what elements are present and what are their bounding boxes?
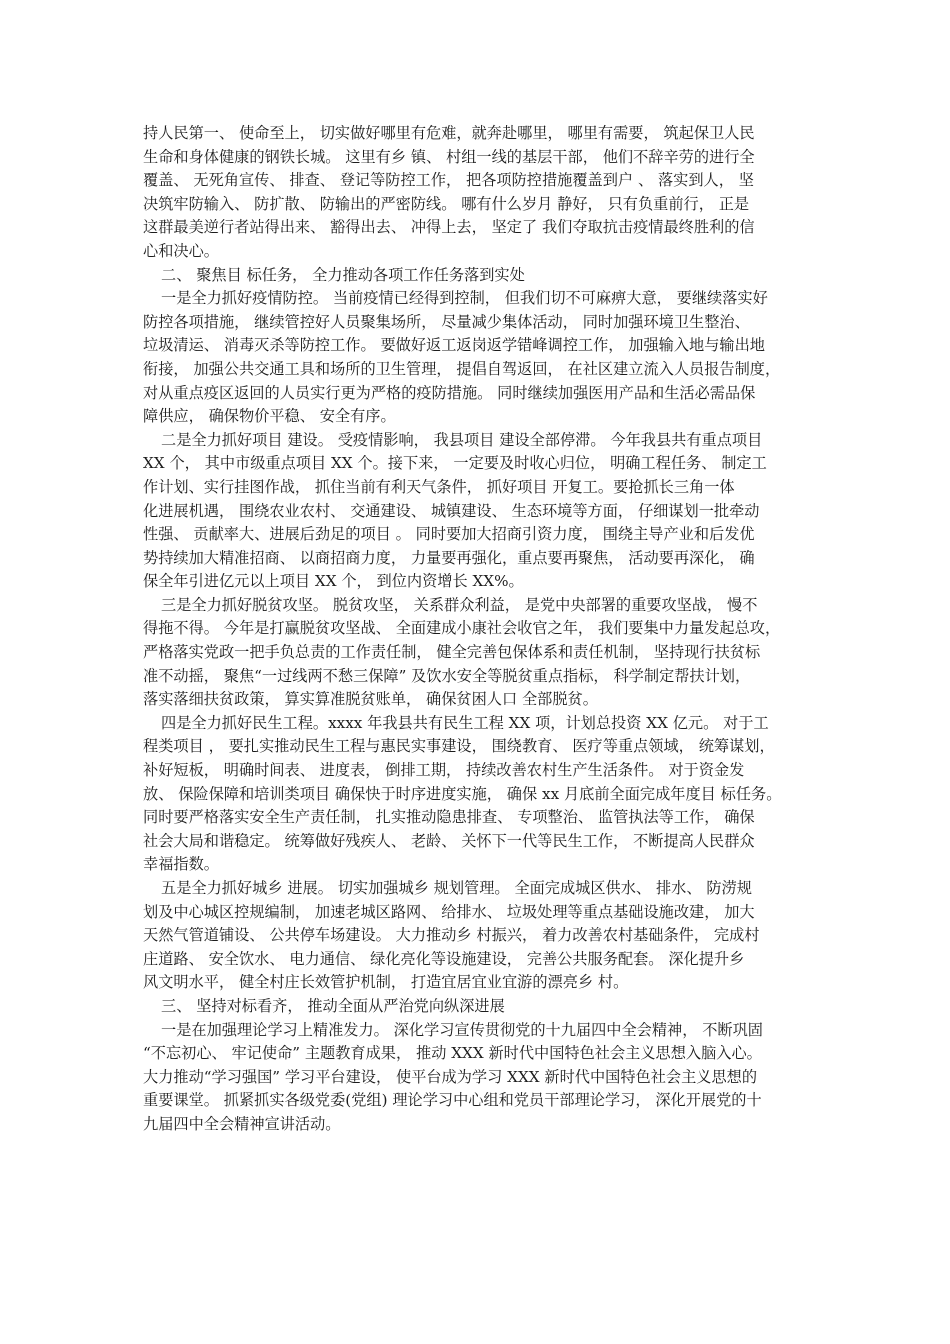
text-line: XX 个， 其中市级重点项目 XX 个。接下来， 一定要及时收心归位， 明确工程任务、 制定工 bbox=[143, 454, 767, 473]
text-line: 九届四中全会精神宣讲活动。 bbox=[143, 1114, 341, 1133]
text-line: 一是在加强理论学习上精准发力。 深化学习宣传贯彻党的十九届四中全会精神， 不断巩固 bbox=[161, 1020, 763, 1039]
text-line: 决筑牢防输入、 防扩散、 防输出的严密防线。 哪有什么岁月 静好， 只有负重前行， 正是 bbox=[143, 194, 750, 213]
text-line: 性强、 贡献率大、进展后劲足的项目 。 同时要加大招商引资力度， 围绕主导产业和后发优 bbox=[143, 525, 755, 544]
text-line: 障供应， 确保物价平稳、 安全有序。 bbox=[143, 407, 396, 426]
text-line: 垃圾清运、 消毒灭杀等防控工作。 要做好返工返岗返学错峰调控工作， 加强输入地与输出地 bbox=[143, 336, 765, 355]
text-line: 社会大局和谐稳定。 统筹做好残疾人、 老龄、 关怀下一代等民生工作， 不断提高人民群众 bbox=[143, 831, 755, 850]
text-line: 衔接， 加强公共交通工具和场所的卫生管理， 提倡自驾返回， 在社区建立流入人员报告制度， bbox=[143, 359, 781, 378]
text-line: 保全年引进亿元以上项目 XX 个， 到位内资增长 XX%。 bbox=[143, 572, 524, 591]
text-line: 三是全力抓好脱贫攻坚。 脱贫攻坚， 关系群众利益， 是党中央部署的重要攻坚战， 慢不 bbox=[161, 595, 758, 614]
text-line: 化进展机遇， 围绕农业农村、 交通建设、 城镇建设、 生态环境等方面， 仔细谋划一批牵动 bbox=[143, 501, 760, 520]
text-line: 四是全力抓好民生工程。xxxx 年我县共有民生工程 XX 项，计划总投资 XX 亿元。 对于工 bbox=[161, 713, 769, 732]
text-line: 覆盖、 无死角宣传、 排查、 登记等防控工作， 把各项防控措施覆盖到户 、 落实到人， 坚 bbox=[143, 171, 754, 190]
text-line: 持人民第一、 使命至上， 切实做好哪里有危难，就奔赴哪里， 哪里有需要， 筑起保卫人民 bbox=[143, 124, 755, 142]
text-line: 庄道路、 安全饮水、 电力通信、 绿化亮化等设施建设， 完善公共服务配套。 深化提升乡 bbox=[143, 949, 745, 968]
text-line: 对从重点疫区返回的人员实行更为严格的疫防措施。 同时继续加强医用产品和生活必需品保 bbox=[143, 383, 756, 402]
text-line: 天然气管道铺设、 公共停车场建设。 大力推动乡 村振兴， 着力改善农村基础条件， 完成村 bbox=[143, 926, 760, 945]
text-line: 二是全力抓好项目 建设。 受疫情影响， 我县项目 建设全部停滞。 今年我县共有重点项目 bbox=[161, 430, 763, 449]
text-line: 幸福指数。 bbox=[143, 855, 219, 874]
text-line: 势持续加大精准招商、 以商招商力度， 力量要再强化，重点要再聚焦， 活动要再深化， 确 bbox=[143, 548, 755, 567]
text-line: 准不动摇， 聚焦“一过线两不愁三保障” 及饮水安全等脱贫重点指标， 科学制定帮扶计划， bbox=[143, 666, 751, 685]
text-line: 生命和身体健康的钢铁长城。 这里有乡 镇、 村组一线的基层干部， 他们不辞辛劳的进行全 bbox=[143, 147, 755, 166]
text-line: 重要课堂。 抓紧抓实各级党委(党组) 理论学习中心组和党员干部理论学习， 深化开展党的十 bbox=[143, 1091, 762, 1110]
text-line: 三、 坚持对标看齐， 推动全面从严治党向纵深进展 bbox=[161, 996, 505, 1015]
text-line: 二、 聚焦目 标任务， 全力推动各项工作任务落到实处 bbox=[161, 265, 525, 284]
text-line: 程类项目 ， 要扎实推动民生工程与惠民实事建设， 围绕教育、 医疗等重点领域， 统筹谋划， bbox=[143, 737, 775, 756]
text-line: 补好短板， 明确时间表、 进度表， 倒排工期， 持续改善农村生产生活条件。 对于资金发 bbox=[143, 761, 745, 780]
text-line: 防控各项措施， 继续管控好人员聚集场所， 尽量减少集体活动， 同时加强环境卫生整治、 bbox=[143, 312, 750, 331]
text-line: “不忘初心、 牢记使命” 主题教育成果， 推动 XXX 新时代中国特色社会主义思想入脑入心。 bbox=[143, 1044, 762, 1063]
text-line: 五是全力抓好城乡 进展。 切实加强城乡 规划管理。 全面完成城区供水、 排水、 防涝规 bbox=[161, 879, 752, 897]
text-line: 同时要严格落实安全生产责任制， 扎实推动隐患排查、 专项整治、 监管执法等工作， 确保 bbox=[143, 808, 755, 827]
text-line: 放、 保险保障和培训类项目 确保快于时序进度实施， 确保 xx 月底前全面完成年度目 标任务。 bbox=[143, 784, 782, 803]
text-line: 这群最美逆行者站得出来、 豁得出去、 冲得上去， 坚定了 我们夺取抗击疫情最终胜利的信 bbox=[143, 218, 755, 237]
text-line: 严格落实党政一把手负总责的工作责任制， 健全完善包保体系和责任机制， 坚持现行扶贫标 bbox=[143, 643, 761, 662]
text-line: 心和决心。 bbox=[143, 241, 219, 260]
text-line: 一是全力抓好疫情防控。 当前疫情已经得到控制， 但我们切不可麻痹大意， 要继续落实好 bbox=[161, 289, 768, 308]
document-page bbox=[143, 122, 815, 1137]
text-line: 作计划、实行挂图作战， 抓住当前有利天气条件， 抓好项目 开复工。要抢抓长三角一体 bbox=[143, 477, 735, 496]
text-line: 划及中心城区控规编制， 加速老城区路网、 给排水、 垃圾处理等重点基础设施改建， 加大 bbox=[143, 902, 755, 921]
text-line: 风文明水平， 健全村庄长效管护机制， 打造宜居宜业宜游的漂亮乡 村。 bbox=[143, 973, 629, 992]
text-line: 大力推动“学习强国” 学习平台建设， 使平台成为学习 XXX 新时代中国特色社会主义思想的 bbox=[143, 1067, 758, 1086]
text-line: 得拖不得。 今年是打赢脱贫攻坚战、 全面建成小康社会收官之年， 我们要集中力量发起总攻， bbox=[143, 619, 781, 638]
text-line: 落实落细扶贫政策， 算实算准脱贫账单， 确保贫困人口 全部脱贫。 bbox=[143, 690, 598, 709]
